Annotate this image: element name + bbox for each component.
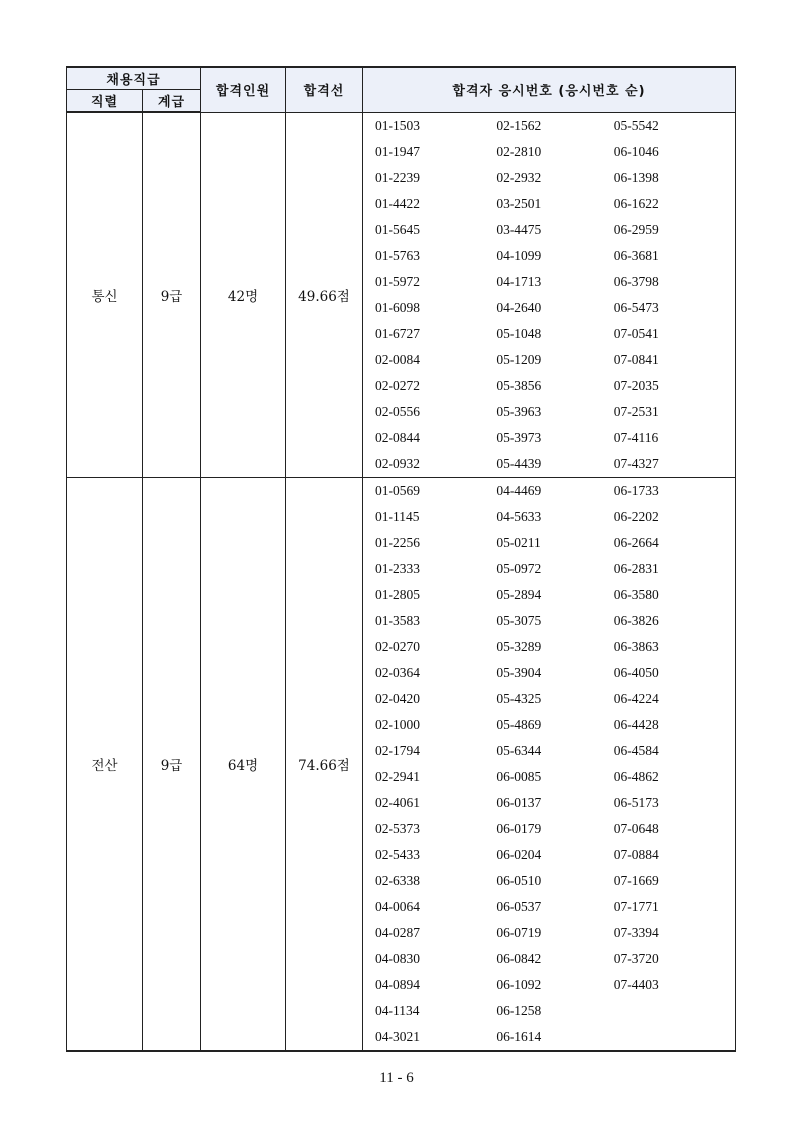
applicant-number: 07-4327 xyxy=(613,455,659,471)
numbers-grid xyxy=(363,113,735,477)
applicant-number: 06-1733 xyxy=(613,482,659,498)
applicant-number: 02-1562 xyxy=(496,117,542,133)
applicant-number: 01-0569 xyxy=(375,482,421,498)
applicant-number: 02-2941 xyxy=(375,768,421,784)
applicant-number: 06-0137 xyxy=(496,794,542,810)
numbers-column xyxy=(375,113,496,477)
applicant-number: 04-2640 xyxy=(496,299,542,315)
applicant-number: 07-1771 xyxy=(613,898,659,914)
applicant-number: 06-5473 xyxy=(613,299,659,315)
applicant-number: 04-4469 xyxy=(496,482,542,498)
applicant-number: 05-4325 xyxy=(496,690,542,706)
applicant-number: 01-2239 xyxy=(375,169,421,185)
applicant-number: 06-2831 xyxy=(613,560,659,576)
applicant-number: 06-3580 xyxy=(613,586,659,602)
applicant-number: 06-0085 xyxy=(496,768,542,784)
applicant-number: 06-2664 xyxy=(613,534,659,550)
table-row xyxy=(67,112,736,477)
applicant-number: 03-4475 xyxy=(496,221,542,237)
applicant-number: 06-3798 xyxy=(613,273,659,289)
applicant-number: 06-1092 xyxy=(496,976,542,992)
applicant-number: 06-0842 xyxy=(496,950,542,966)
applicant-number: 06-0537 xyxy=(496,898,542,914)
passers-cell: 64명 xyxy=(201,477,286,1051)
applicant-number: 06-2202 xyxy=(613,508,659,524)
applicant-number: 05-3963 xyxy=(496,403,542,419)
applicant-number: 05-4869 xyxy=(496,716,542,732)
applicant-number: 05-3904 xyxy=(496,664,542,680)
applicant-number: 04-5633 xyxy=(496,508,542,524)
page-number: 11 - 6 xyxy=(379,1070,414,1086)
grade-cell: 9급 xyxy=(143,112,201,477)
applicant-number: 06-1398 xyxy=(613,169,659,185)
applicant-number: 07-4116 xyxy=(613,429,659,445)
applicant-number: 05-1048 xyxy=(496,325,542,341)
cutoff-cell: 49.66점 xyxy=(286,112,363,477)
applicant-number: 07-2531 xyxy=(613,403,659,419)
applicant-number: 02-6338 xyxy=(375,872,421,888)
applicant-number: 06-1614 xyxy=(496,1028,542,1044)
applicant-number: 06-0719 xyxy=(496,924,542,940)
applicant-number: 05-0211 xyxy=(496,534,541,550)
applicant-number: 01-2256 xyxy=(375,534,421,550)
numbers-column xyxy=(375,478,496,1050)
applicant-number: 06-4862 xyxy=(613,768,659,784)
applicant-number: 06-3681 xyxy=(613,247,659,263)
applicant-number: 04-0287 xyxy=(375,924,421,940)
numbers-cell xyxy=(363,112,736,477)
applicant-number: 06-1258 xyxy=(496,1002,542,1018)
applicant-number: 06-1046 xyxy=(613,143,659,159)
applicant-number: 05-4439 xyxy=(496,455,542,471)
header-cutoff: 합격선 xyxy=(286,67,363,112)
applicant-number: 02-0556 xyxy=(375,403,421,419)
applicant-number: 04-1099 xyxy=(496,247,542,263)
table-row xyxy=(67,477,736,1051)
results-table xyxy=(66,66,736,1052)
applicant-number: 04-0830 xyxy=(375,950,421,966)
applicant-number: 02-0270 xyxy=(375,638,421,654)
header-passers: 합격인원 xyxy=(201,67,286,112)
applicant-number: 05-3856 xyxy=(496,377,542,393)
applicant-number: 05-2894 xyxy=(496,586,542,602)
applicant-number: 07-3394 xyxy=(613,924,659,940)
applicant-number: 02-0844 xyxy=(375,429,421,445)
applicant-number: 02-0084 xyxy=(375,351,421,367)
applicant-number: 04-1134 xyxy=(375,1002,420,1018)
applicant-number: 06-5173 xyxy=(613,794,659,810)
applicant-number: 06-4224 xyxy=(613,690,659,706)
applicant-number: 05-3075 xyxy=(496,612,542,628)
applicant-number: 02-2932 xyxy=(496,169,542,185)
applicant-number: 05-0972 xyxy=(496,560,542,576)
applicant-number: 03-2501 xyxy=(496,195,542,211)
applicant-number: 07-0648 xyxy=(613,820,659,836)
applicant-number: 01-1145 xyxy=(375,508,420,524)
applicant-number: 02-1000 xyxy=(375,716,421,732)
applicant-number: 06-3826 xyxy=(613,612,659,628)
applicant-number: 04-0894 xyxy=(375,976,421,992)
applicant-number: 06-0179 xyxy=(496,820,542,836)
numbers-cell xyxy=(363,477,736,1051)
numbers-column xyxy=(496,478,613,1050)
applicant-number: 01-2805 xyxy=(375,586,421,602)
applicant-number: 07-3720 xyxy=(613,950,659,966)
applicant-number: 07-0884 xyxy=(613,846,659,862)
applicant-number: 02-5433 xyxy=(375,846,421,862)
applicant-number: 02-1794 xyxy=(375,742,421,758)
applicant-number: 06-3863 xyxy=(613,638,659,654)
cutoff-cell: 74.66점 xyxy=(286,477,363,1051)
numbers-grid xyxy=(363,478,735,1050)
applicant-number: 06-0510 xyxy=(496,872,542,888)
applicant-number: 02-0272 xyxy=(375,377,421,393)
applicant-number: 01-6098 xyxy=(375,299,421,315)
applicant-number: 04-0064 xyxy=(375,898,421,914)
applicant-number: 07-2035 xyxy=(613,377,659,393)
applicant-number: 07-1669 xyxy=(613,872,659,888)
series-cell: 통신 xyxy=(67,112,143,477)
applicant-number: 06-0204 xyxy=(496,846,542,862)
series-cell: 전산 xyxy=(67,477,143,1051)
applicant-number: 02-4061 xyxy=(375,794,421,810)
applicant-number: 05-3973 xyxy=(496,429,542,445)
applicant-number: 01-5645 xyxy=(375,221,421,237)
applicant-number: 06-2959 xyxy=(613,221,659,237)
applicant-number: 01-5763 xyxy=(375,247,421,263)
applicant-number: 07-0541 xyxy=(613,325,659,341)
applicant-number: 01-1503 xyxy=(375,117,421,133)
applicant-number: 07-0841 xyxy=(613,351,659,367)
applicant-number: 06-4584 xyxy=(613,742,659,758)
applicant-number: 06-4050 xyxy=(613,664,659,680)
applicant-number: 01-3583 xyxy=(375,612,421,628)
applicant-number: 01-1947 xyxy=(375,143,421,159)
header-grade: 계급 xyxy=(143,90,201,113)
applicant-number: 06-4428 xyxy=(613,716,659,732)
applicant-number: 01-4422 xyxy=(375,195,421,211)
applicant-number: 04-3021 xyxy=(375,1028,421,1044)
applicant-number: 01-6727 xyxy=(375,325,421,341)
applicant-number: 05-5542 xyxy=(613,117,659,133)
applicant-number: 01-5972 xyxy=(375,273,421,289)
numbers-column xyxy=(614,113,735,477)
applicant-number: 05-3289 xyxy=(496,638,542,654)
header-numbers: 합격자 응시번호 (응시번호 순) xyxy=(363,67,736,112)
grade-cell: 9급 xyxy=(143,477,201,1051)
header-series: 직렬 xyxy=(67,90,143,113)
applicant-number: 02-0932 xyxy=(375,455,421,471)
applicant-number: 06-1622 xyxy=(613,195,659,211)
applicant-number: 07-4403 xyxy=(613,976,659,992)
applicant-number: 02-0420 xyxy=(375,690,421,706)
header-position: 채용직급 xyxy=(67,67,201,90)
applicant-number: 04-1713 xyxy=(496,273,542,289)
applicant-number: 05-1209 xyxy=(496,351,542,367)
passers-cell: 42명 xyxy=(201,112,286,477)
numbers-column xyxy=(496,113,613,477)
applicant-number: 02-5373 xyxy=(375,820,421,836)
applicant-number: 02-0364 xyxy=(375,664,421,680)
applicant-number: 01-2333 xyxy=(375,560,421,576)
applicant-number: 02-2810 xyxy=(496,143,542,159)
numbers-column xyxy=(614,478,735,1050)
applicant-number: 05-6344 xyxy=(496,742,542,758)
